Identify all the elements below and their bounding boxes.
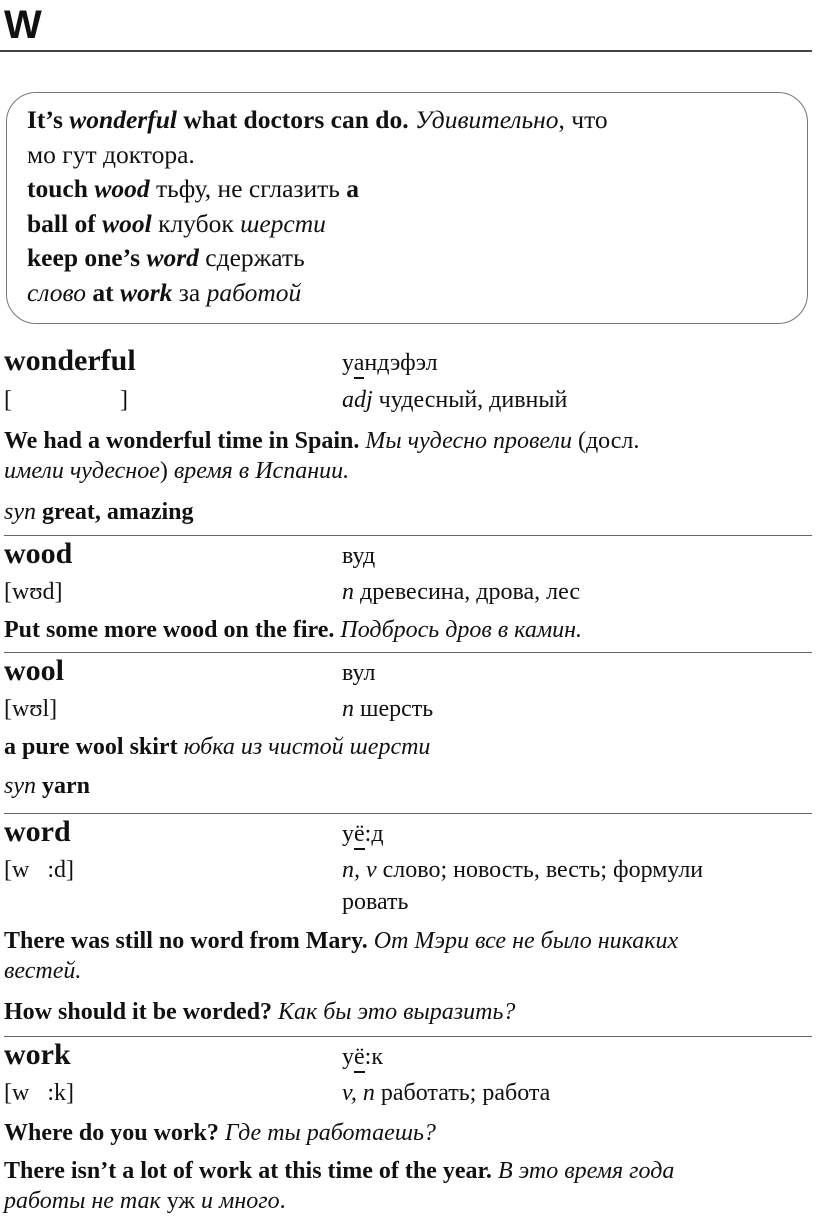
callout-line-3	[27, 172, 787, 207]
idioms-callout-box	[6, 92, 808, 324]
synonyms-wonderful: syn great, amazing	[4, 499, 194, 525]
example-word-1: There was still no word from Mary. От Мэри все не было никаких вестей.	[4, 928, 679, 984]
headword: wood	[4, 537, 73, 570]
translation-continued: ровать	[342, 889, 409, 915]
example-wood-1: Put some more wood on the fire. Подбрось дров в камин.	[4, 617, 583, 643]
callout-text: keep one’s	[27, 243, 147, 272]
headword: word	[4, 815, 71, 848]
example-word-2: How should it be worded? Как бы это выразить?	[4, 999, 516, 1025]
example-wonderful-1: We had a wonderful time in Spain. Мы чудесно провели (досл. имели чудесное) время в Испании.	[4, 428, 640, 484]
entry-divider	[4, 652, 812, 653]
ipa-transcription: [wʊd]	[4, 579, 63, 605]
callout-text: It’s	[27, 105, 70, 134]
callout-line-6	[27, 276, 787, 311]
callout-translation: тьфу, не сглазить	[149, 174, 347, 203]
callout-translation: слово	[27, 277, 86, 307]
headword: work	[4, 1038, 71, 1071]
entry-divider	[4, 535, 812, 536]
russian-pronunciation: уё:д	[342, 819, 384, 849]
ipa-transcription: [wʊl]	[4, 696, 58, 722]
section-letter: W	[4, 3, 42, 47]
callout-text: at	[85, 277, 120, 307]
ipa-transcription: [w :k]	[4, 1080, 74, 1106]
callout-translation: клубок	[151, 208, 241, 238]
callout-text: ball of	[27, 208, 103, 238]
translation: n шерсть	[342, 696, 434, 722]
example-wool-1: a pure wool skirt юбка из чистой шерсти	[4, 734, 431, 760]
translation: adj чудесный, дивный	[342, 387, 568, 413]
ipa-transcription: [ ]	[4, 387, 128, 413]
callout-line-2	[27, 138, 787, 173]
translation: v, n работать; работа	[342, 1080, 551, 1106]
russian-pronunciation: уандэфэл	[342, 348, 438, 378]
callout-translation: сдержать	[198, 243, 305, 272]
callout-text: мо гут доктора.	[27, 139, 195, 169]
callout-translation: за	[172, 277, 207, 307]
entry-divider	[4, 1036, 812, 1037]
callout-line-1	[27, 103, 787, 138]
russian-pronunciation: уё:к	[342, 1042, 383, 1072]
headword: wonderful	[4, 344, 136, 377]
callout-keyword: wood	[94, 174, 150, 203]
callout-keyword: work	[119, 277, 173, 307]
synonyms-wool: syn yarn	[4, 773, 90, 799]
ipa-transcription: [w :d]	[4, 857, 74, 883]
callout-keyword: wool	[102, 208, 152, 238]
header-rule	[0, 50, 812, 52]
callout-keyword: wonderful	[69, 105, 177, 134]
callout-keyword: word	[146, 243, 199, 272]
example-work-1: Where do you work? Где ты работаешь?	[4, 1120, 436, 1146]
callout-text: , что	[558, 105, 608, 134]
headword: wool	[4, 654, 64, 687]
example-work-2: There isn’t a lot of work at this time of the year. В это время года работы не так уж и много.	[4, 1158, 675, 1214]
callout-line-5	[27, 241, 787, 276]
translation: n, v слово; новость, весть; формули	[342, 857, 704, 883]
callout-line-4	[27, 207, 787, 242]
callout-translation: работой	[206, 277, 302, 307]
callout-translation: шерсти	[240, 208, 326, 238]
entry-divider	[4, 813, 812, 814]
russian-pronunciation: вуд	[342, 543, 376, 569]
callout-translation: Удивительно	[414, 105, 559, 134]
russian-pronunciation: вул	[342, 660, 376, 686]
callout-text: what doctors can do.	[176, 105, 415, 134]
callout-text: touch	[27, 174, 95, 203]
callout-text: a	[346, 174, 360, 203]
translation: n древесина, дрова, лес	[342, 579, 581, 605]
